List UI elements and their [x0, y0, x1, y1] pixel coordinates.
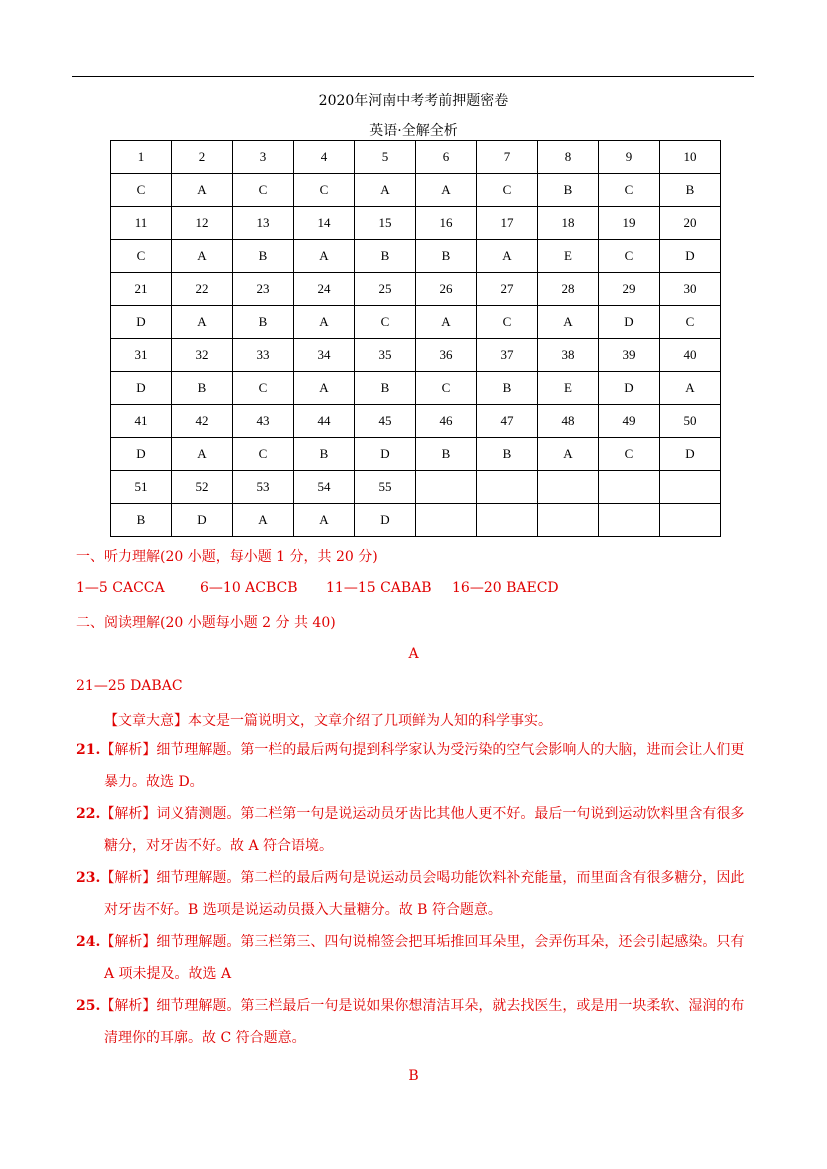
table-cell: 13 [233, 207, 294, 240]
table-cell: C [355, 306, 416, 339]
table-cell: C [294, 174, 355, 207]
table-cell: 55 [355, 471, 416, 504]
analysis-tag: 【解析】 [100, 998, 157, 1014]
table-cell: B [416, 240, 477, 273]
table-cell: 50 [660, 405, 721, 438]
table-cell: 33 [233, 339, 294, 372]
table-cell: C [599, 438, 660, 471]
table-cell: A [416, 174, 477, 207]
table-cell: 41 [111, 405, 172, 438]
table-cell: C [599, 174, 660, 207]
analysis-tag: 【解析】 [100, 742, 157, 758]
table-cell: 21 [111, 273, 172, 306]
table-cell [599, 504, 660, 537]
analysis-text: 细节理解题。第一栏的最后两句提到科学家认为受污染的空气会影响人的大脑，进而会让人们更暴力。故选 D。 [104, 742, 745, 790]
key-group: 16—20 BAECD [452, 580, 559, 596]
table-cell: A [172, 174, 233, 207]
analysis-tag: 【解析】 [100, 870, 157, 886]
table-cell: 3 [233, 141, 294, 174]
answer-row [111, 306, 721, 339]
table-cell: 45 [355, 405, 416, 438]
question-number: 23. [76, 870, 101, 886]
table-cell: 49 [599, 405, 660, 438]
table-cell [416, 504, 477, 537]
table-cell: B [538, 174, 599, 207]
section1-heading: 一、听力理解(20 小题，每小题 1 分，共 20 分) [76, 549, 378, 565]
table-cell: 22 [172, 273, 233, 306]
table-cell: B [233, 240, 294, 273]
table-cell: C [477, 174, 538, 207]
answer-row [111, 372, 721, 405]
table-cell: 36 [416, 339, 477, 372]
table-cell: C [599, 240, 660, 273]
table-cell: 2 [172, 141, 233, 174]
table-cell: 10 [660, 141, 721, 174]
table-cell: B [111, 504, 172, 537]
table-cell: 4 [294, 141, 355, 174]
table-cell: 31 [111, 339, 172, 372]
key-group: 6—10 ACBCB [200, 580, 298, 596]
explanation-item [76, 862, 752, 926]
table-cell: C [660, 306, 721, 339]
question-number: 24. [76, 934, 101, 950]
table-cell: 15 [355, 207, 416, 240]
table-cell: 28 [538, 273, 599, 306]
table-cell [416, 471, 477, 504]
question-number-row [111, 471, 721, 504]
table-cell: A [294, 372, 355, 405]
part-b-label: B [408, 1068, 419, 1084]
table-cell: 34 [294, 339, 355, 372]
answer-row [111, 174, 721, 207]
table-cell: A [172, 240, 233, 273]
table-cell: B [416, 438, 477, 471]
analysis-tag: 【解析】 [100, 934, 157, 950]
table-cell: B [294, 438, 355, 471]
table-cell: A [660, 372, 721, 405]
table-cell: 43 [233, 405, 294, 438]
table-cell: D [111, 372, 172, 405]
table-cell: D [599, 372, 660, 405]
table-cell: 30 [660, 273, 721, 306]
table-cell: C [416, 372, 477, 405]
table-cell [477, 471, 538, 504]
table-cell: 7 [477, 141, 538, 174]
table-cell: A [416, 306, 477, 339]
answer-row [111, 240, 721, 273]
table-cell [538, 471, 599, 504]
table-cell: 11 [111, 207, 172, 240]
table-cell: B [355, 372, 416, 405]
table-cell: A [172, 306, 233, 339]
table-cell: 29 [599, 273, 660, 306]
table-cell: A [477, 240, 538, 273]
table-cell [477, 504, 538, 537]
table-cell: 35 [355, 339, 416, 372]
explanation-item [76, 734, 752, 798]
analysis-text: 细节理解题。第三栏第三、四句说棉签会把耳垢推回耳朵里，会弄伤耳朵，还会引起感染。只有 A 项未提及。故选 A [104, 934, 745, 982]
question-number-row [111, 141, 721, 174]
table-cell: 37 [477, 339, 538, 372]
analysis-text: 细节理解题。第三栏最后一句是说如果你想清洁耳朵，就去找医生，或是用一块柔软、湿润的布清理你的耳廓。故 C 符合题意。 [104, 998, 745, 1046]
table-cell: 23 [233, 273, 294, 306]
table-cell: B [477, 372, 538, 405]
table-cell: A [355, 174, 416, 207]
key-21-25: 21—25 DABAC [76, 678, 183, 694]
table-cell: 39 [599, 339, 660, 372]
table-cell: C [233, 438, 294, 471]
table-cell: A [538, 306, 599, 339]
analysis-tag: 【解析】 [100, 806, 157, 822]
top-rule [72, 76, 754, 77]
table-cell: 14 [294, 207, 355, 240]
table-cell [660, 504, 721, 537]
table-cell: C [233, 174, 294, 207]
article-summary: 【文章大意】本文是一篇说明文，文章介绍了几项鲜为人知的科学事实。 [104, 713, 552, 729]
table-cell: B [660, 174, 721, 207]
analysis-text: 细节理解题。第二栏的最后两句是说运动员会喝功能饮料补充能量，而里面含有很多糖分，因此对牙齿不好。B 选项是说运动员摄入大量糖分。故 B 符合题意。 [104, 870, 745, 918]
table-cell: D [355, 504, 416, 537]
table-cell: 53 [233, 471, 294, 504]
answer-row [111, 504, 721, 537]
table-cell: 40 [660, 339, 721, 372]
table-cell: D [111, 306, 172, 339]
table-cell: 18 [538, 207, 599, 240]
table-cell: 52 [172, 471, 233, 504]
answer-row [111, 438, 721, 471]
table-cell: E [538, 240, 599, 273]
table-cell: 25 [355, 273, 416, 306]
table-cell: 42 [172, 405, 233, 438]
explanation-item [76, 990, 752, 1054]
table-cell: 9 [599, 141, 660, 174]
table-cell [660, 471, 721, 504]
part-a-label: A [408, 646, 419, 662]
table-cell: A [294, 306, 355, 339]
table-cell: D [660, 240, 721, 273]
page-subtitle: 英语·全解全析 [369, 123, 458, 139]
explanation-item [76, 798, 752, 862]
question-number-row [111, 273, 721, 306]
table-cell [538, 504, 599, 537]
table-cell: 54 [294, 471, 355, 504]
table-cell: C [111, 174, 172, 207]
page-title: 2020年河南中考考前押题密卷 [318, 93, 509, 109]
table-cell: B [477, 438, 538, 471]
section1-keys [76, 580, 559, 596]
table-cell: B [172, 372, 233, 405]
table-cell: 32 [172, 339, 233, 372]
table-cell: 6 [416, 141, 477, 174]
question-number-row [111, 207, 721, 240]
table-cell: A [294, 240, 355, 273]
table-cell: 46 [416, 405, 477, 438]
answer-table [110, 140, 721, 537]
table-cell: E [538, 372, 599, 405]
table-cell: A [538, 438, 599, 471]
table-cell: C [233, 372, 294, 405]
table-cell: 48 [538, 405, 599, 438]
table-cell: 17 [477, 207, 538, 240]
table-cell: 51 [111, 471, 172, 504]
table-cell: 26 [416, 273, 477, 306]
table-cell: C [477, 306, 538, 339]
table-cell: 8 [538, 141, 599, 174]
table-cell: A [172, 438, 233, 471]
table-cell [599, 471, 660, 504]
table-cell: 27 [477, 273, 538, 306]
table-cell: 44 [294, 405, 355, 438]
analysis-text: 词义猜测题。第二栏第一句是说运动员牙齿比其他人更不好。最后一句说到运动饮料里含有很多糖分，对牙齿不好。故 A 符合语境。 [104, 806, 745, 854]
table-cell: 38 [538, 339, 599, 372]
section2-heading: 二、阅读理解(20 小题每小题 2 分 共 40) [76, 615, 336, 631]
key-group: 1—5 CACCA [76, 580, 165, 596]
table-cell: 47 [477, 405, 538, 438]
table-cell: 16 [416, 207, 477, 240]
table-cell: 20 [660, 207, 721, 240]
table-cell: 24 [294, 273, 355, 306]
table-cell: D [355, 438, 416, 471]
table-cell: 12 [172, 207, 233, 240]
table-cell: A [294, 504, 355, 537]
question-number: 22. [76, 806, 101, 822]
table-cell: 5 [355, 141, 416, 174]
table-cell: D [111, 438, 172, 471]
table-cell: D [172, 504, 233, 537]
table-cell: D [599, 306, 660, 339]
table-cell: D [660, 438, 721, 471]
table-cell: A [233, 504, 294, 537]
question-number: 21. [76, 742, 101, 758]
key-group: 11—15 CABAB [326, 580, 432, 596]
table-cell: 19 [599, 207, 660, 240]
table-cell: C [111, 240, 172, 273]
table-cell: B [233, 306, 294, 339]
explanation-item [76, 926, 752, 990]
question-number-row [111, 339, 721, 372]
question-number: 25. [76, 998, 101, 1014]
table-cell: 1 [111, 141, 172, 174]
table-cell: B [355, 240, 416, 273]
question-number-row [111, 405, 721, 438]
